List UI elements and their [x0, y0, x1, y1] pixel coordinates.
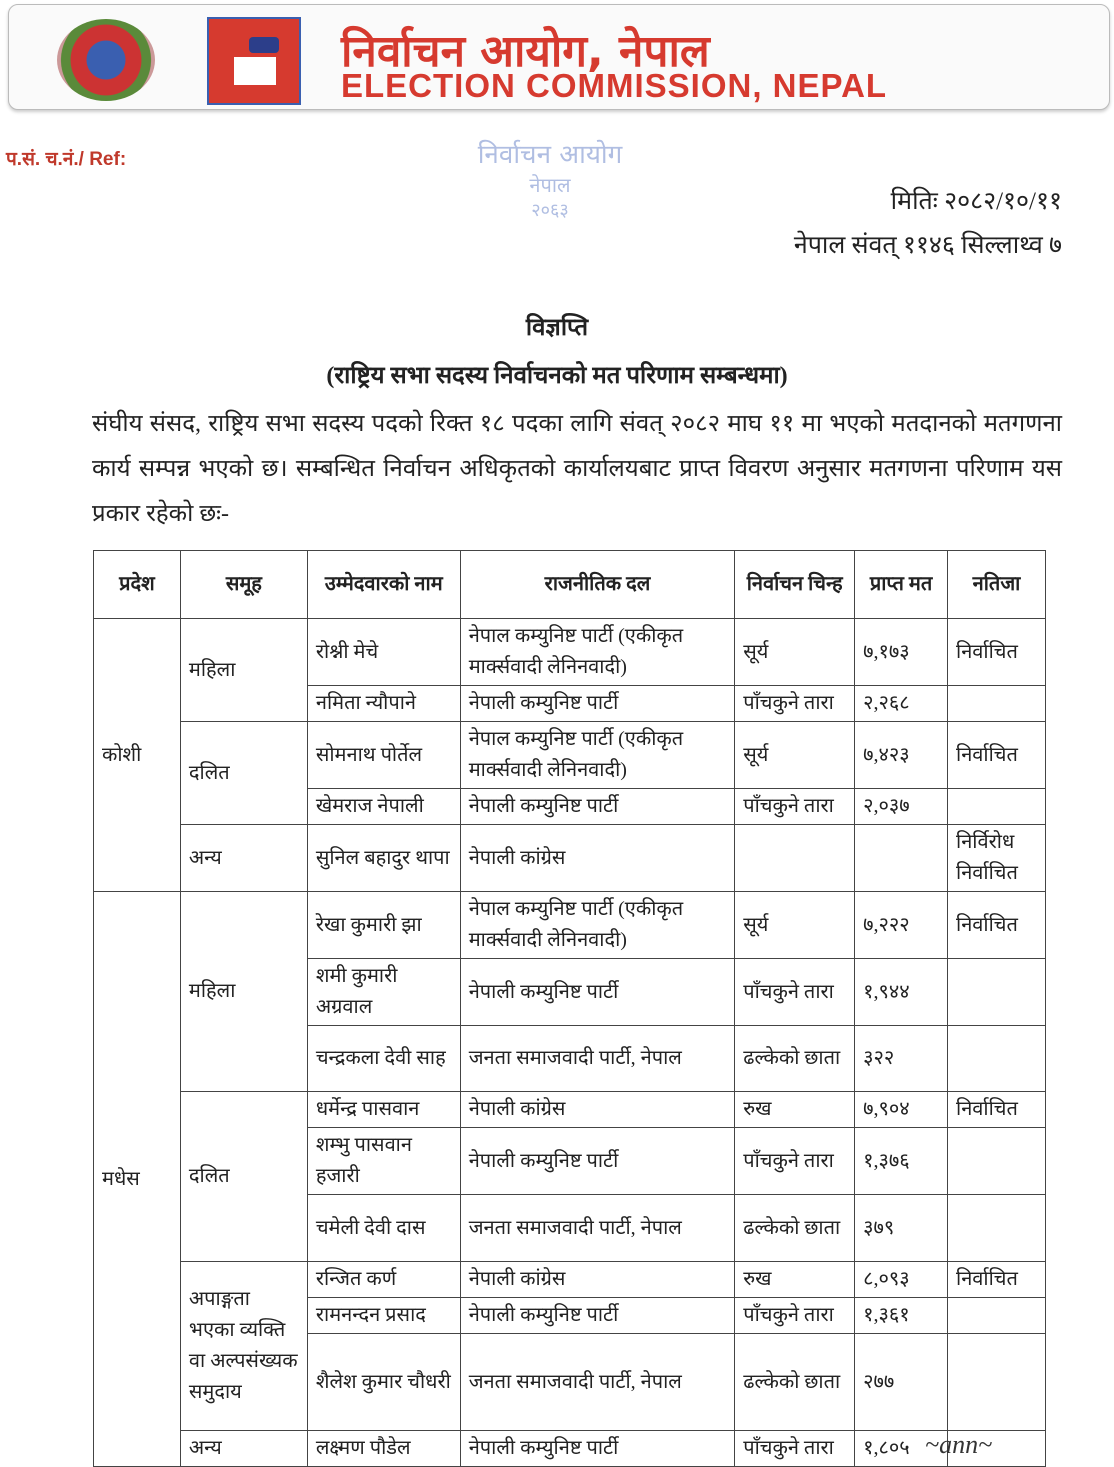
symbol-cell: पाँचकुने तारा [735, 1431, 855, 1467]
province-cell: मधेस [94, 892, 181, 1467]
result-cell: निर्वाचित [948, 1262, 1046, 1298]
result-cell [948, 1026, 1046, 1092]
group-cell: अन्य [180, 825, 307, 892]
result-cell [948, 1195, 1046, 1262]
table-row [94, 619, 1046, 686]
party-cell: नेपाली कम्युनिष्ट पार्टी [460, 789, 735, 825]
party-cell: नेपाली कम्युनिष्ट पार्टी [460, 959, 735, 1026]
votes-cell: ७,२२२ [855, 892, 948, 959]
name-cell: रन्जित कर्ण [307, 1262, 460, 1298]
votes-cell: २७७ [855, 1334, 948, 1431]
name-cell: शम्भु पासवान हजारी [307, 1128, 460, 1195]
result-cell [948, 1298, 1046, 1334]
symbol-cell: रुख [735, 1262, 855, 1298]
votes-cell: ३२२ [855, 1026, 948, 1092]
group-cell: महिला [180, 892, 307, 1092]
symbol-cell: सूर्य [735, 892, 855, 959]
votes-cell: १,९४४ [855, 959, 948, 1026]
party-cell: नेपाली कम्युनिष्ट पार्टी [460, 686, 735, 722]
name-cell: सुनिल बहादुर थापा [307, 825, 460, 892]
symbol-cell [735, 825, 855, 892]
column-header: प्राप्त मत [855, 551, 948, 619]
table-row [94, 722, 1046, 789]
votes-cell [855, 825, 948, 892]
column-header: समूह [180, 551, 307, 619]
table-row [94, 1092, 1046, 1128]
column-header: उम्मेदवारको नाम [307, 551, 460, 619]
table-row [94, 1431, 1046, 1467]
symbol-cell: ढल्केको छाता [735, 1334, 855, 1431]
letterhead-title-nepali: निर्वाचन आयोग, नेपाल [341, 26, 710, 77]
name-cell: शमी कुमारी अग्रवाल [307, 959, 460, 1026]
date-nepal-sambat: नेपाल संवत् ११४६ सिल्लाथ्व ७ [793, 232, 1062, 259]
name-cell: रामनन्दन प्रसाद [307, 1298, 460, 1334]
symbol-cell: पाँचकुने तारा [735, 1128, 855, 1195]
office-stamp: निर्वाचन आयोग नेपाल २०६३ [477, 140, 623, 221]
symbol-cell: सूर्य [735, 619, 855, 686]
result-cell: निर्वाचित [948, 892, 1046, 959]
party-cell: जनता समाजवादी पार्टी, नेपाल [460, 1334, 735, 1431]
symbol-cell: ढल्केको छाता [735, 1195, 855, 1262]
party-cell: नेपाली कम्युनिष्ट पार्टी [460, 1298, 735, 1334]
party-cell: नेपाल कम्युनिष्ट पार्टी (एकीकृत मार्क्सवादी लेनिनवादी) [460, 722, 735, 789]
symbol-cell: पाँचकुने तारा [735, 686, 855, 722]
party-cell: नेपाली कांग्रेस [460, 1262, 735, 1298]
result-cell [948, 959, 1046, 1026]
votes-cell: १,८०५ [855, 1431, 948, 1467]
province-cell: कोशी [94, 619, 181, 892]
group-cell: अपाङ्गता भएका व्यक्ति वा अल्पसंख्यक समुदाय [180, 1262, 307, 1431]
name-cell: रोश्नी मेचे [307, 619, 460, 686]
table-row [94, 825, 1046, 892]
result-cell: निर्वाचित [948, 619, 1046, 686]
column-header: निर्वाचन चिन्ह [735, 551, 855, 619]
result-cell [948, 1128, 1046, 1195]
result-cell: निर्वाचित [948, 1092, 1046, 1128]
column-header: राजनीतिक दल [460, 551, 735, 619]
date-bs: मितिः २०८२/१०/११ [890, 188, 1062, 215]
result-cell [948, 1334, 1046, 1431]
result-cell [948, 789, 1046, 825]
party-cell: नेपाली कांग्रेस [460, 1092, 735, 1128]
nepal-emblem-icon [57, 19, 155, 101]
party-cell: जनता समाजवादी पार्टी, नेपाल [460, 1195, 735, 1262]
letterhead-title-english: ELECTION COMMISSION, NEPAL [341, 67, 888, 104]
votes-cell: १,३७६ [855, 1128, 948, 1195]
date-block [794, 180, 1062, 268]
votes-cell: २,०३७ [855, 789, 948, 825]
result-cell [948, 686, 1046, 722]
reference-label: प.सं. च.नं./ Ref: [6, 149, 127, 170]
name-cell: धर्मेन्द्र पासवान [307, 1092, 460, 1128]
name-cell: नमिता न्यौपाने [307, 686, 460, 722]
name-cell: रेखा कुमारी झा [307, 892, 460, 959]
party-cell: नेपाल कम्युनिष्ट पार्टी (एकीकृत मार्क्सवादी लेनिनवादी) [460, 892, 735, 959]
votes-cell: २,२६८ [855, 686, 948, 722]
name-cell: खेमराज नेपाली [307, 789, 460, 825]
result-cell: निर्विरोध निर्वाचित [948, 825, 1046, 892]
party-cell: जनता समाजवादी पार्टी, नेपाल [460, 1026, 735, 1092]
party-cell: नेपाली कम्युनिष्ट पार्टी [460, 1128, 735, 1195]
votes-cell: ७,१७३ [855, 619, 948, 686]
notice-title: विज्ञप्ति [525, 315, 589, 341]
party-cell: नेपाली कम्युनिष्ट पार्टी [460, 1431, 735, 1467]
column-header: प्रदेश [94, 551, 181, 619]
results-table [93, 550, 1046, 1467]
symbol-cell: ढल्केको छाता [735, 1026, 855, 1092]
name-cell: चमेली देवी दास [307, 1195, 460, 1262]
party-cell: नेपाल कम्युनिष्ट पार्टी (एकीकृत मार्क्सवादी लेनिनवादी) [460, 619, 735, 686]
votes-cell: ७,९०४ [855, 1092, 948, 1128]
votes-cell: ७,४२३ [855, 722, 948, 789]
notice-paragraph: संघीय संसद, राष्ट्रिय सभा सदस्य पदको रिक्त १८ पदका लागि संवत् २०८२ माघ ११ मा भएको मतदानको मतगणना कार्य सम्पन्न भएको छ। सम्बन्धित निर्वाचन अधिकृतको कार्यालयबाट प्राप्त विवरण अनुसार मतगणना परिणाम यस प्रकार रहेको छः- [92, 411, 1062, 527]
table-row [94, 892, 1046, 959]
symbol-cell: पाँचकुने तारा [735, 959, 855, 1026]
votes-cell: ८,०९३ [855, 1262, 948, 1298]
group-cell: महिला [180, 619, 307, 722]
symbol-cell: सूर्य [735, 722, 855, 789]
name-cell: चन्द्रकला देवी साह [307, 1026, 460, 1092]
symbol-cell: पाँचकुने तारा [735, 789, 855, 825]
name-cell: शैलेश कुमार चौधरी [307, 1334, 460, 1431]
votes-cell: १,३६१ [855, 1298, 948, 1334]
votes-cell: ३७९ [855, 1195, 948, 1262]
symbol-cell: रुख [735, 1092, 855, 1128]
party-cell: नेपाली कांग्रेस [460, 825, 735, 892]
signature: ~ann~ [925, 1430, 993, 1459]
election-commission-logo-icon [207, 17, 301, 105]
notice-subtitle: (राष्ट्रिय सभा सदस्य निर्वाचनको मत परिणाम सम्बन्धमा) [326, 363, 788, 389]
group-cell: दलित [180, 1092, 307, 1262]
name-cell: सोमनाथ पोर्तेल [307, 722, 460, 789]
column-header: नतिजा [948, 551, 1046, 619]
group-cell: दलित [180, 722, 307, 825]
name-cell: लक्ष्मण पौडेल [307, 1431, 460, 1467]
result-cell: निर्वाचित [948, 722, 1046, 789]
group-cell: अन्य [180, 1431, 307, 1467]
table-row [94, 1262, 1046, 1298]
symbol-cell: पाँचकुने तारा [735, 1298, 855, 1334]
